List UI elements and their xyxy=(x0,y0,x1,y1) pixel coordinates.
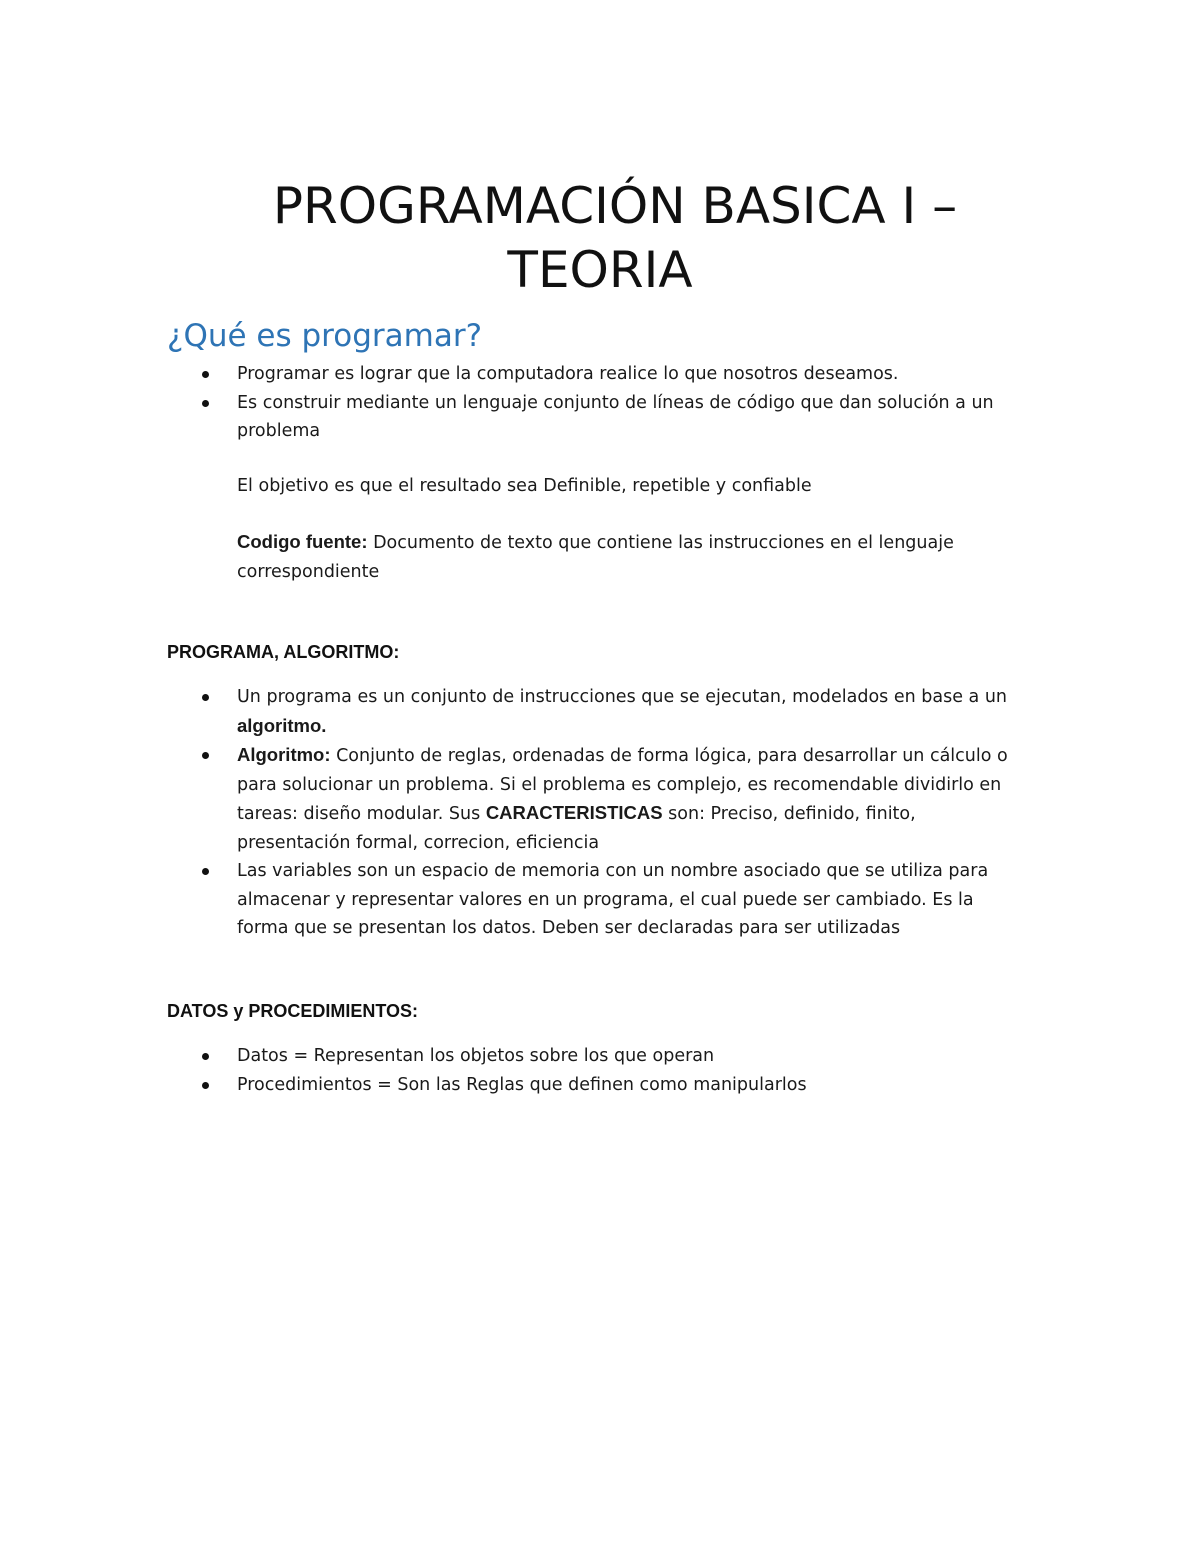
caracteristicas-term: CARACTERISTICAS xyxy=(485,802,663,823)
list-item-text: Procedimientos = Son las Reglas que definen como manipularlos xyxy=(237,1074,807,1095)
list-item-text: Datos = Representan los objetos sobre los que operan xyxy=(237,1046,715,1066)
list-item-text: Conjunto de reglas, ordenadas de forma lógica, para desarrollar un cálculo o para solucionar un problema. Si el problema es complejo, es recomendable dividirlo en tareas: diseño modular. Sus xyxy=(237,746,1008,824)
list-item xyxy=(0,389,1200,446)
list-item-text: Es construir mediante un lenguaje conjunto de líneas de código que dan solución a un problema xyxy=(237,392,994,441)
list-item xyxy=(0,1042,1200,1071)
title-line-1: PROGRAMACIÓN BASICA I – xyxy=(272,176,958,235)
bullet-icon xyxy=(202,1053,209,1060)
section1-bullet-list xyxy=(0,360,1200,446)
list-item xyxy=(0,857,1200,943)
list-item xyxy=(0,741,1200,857)
list-item-text: Programar es lograr que la computadora realice lo que nosotros deseamos. xyxy=(237,364,899,384)
algoritmo-bold-term: algoritmo. xyxy=(237,714,327,736)
list-item-text: Un programa es un conjunto de instrucciones que se ejecutan, modelados en base a un xyxy=(237,687,1008,707)
section-heading-datos-procedimientos: DATOS y PROCEDIMIENTOS: xyxy=(167,1001,419,1021)
list-item-text: son: Preciso, definido, finito, presentación formal, correcion, eficiencia xyxy=(237,804,916,853)
bullet-icon xyxy=(202,371,209,378)
source-code-paragraph xyxy=(237,528,1037,586)
section-heading-programa-algoritmo: PROGRAMA, ALGORITMO: xyxy=(167,642,400,662)
list-item xyxy=(0,683,1200,741)
list-item xyxy=(0,360,1200,389)
bullet-icon xyxy=(202,694,209,701)
source-code-term: Codigo fuente: xyxy=(237,531,368,552)
objective-paragraph: El objetivo es que el resultado sea Definible, repetible y confiable xyxy=(237,476,812,496)
section-heading-que-es-programar: ¿Qué es programar? xyxy=(167,318,483,354)
title-line-2: TEORIA xyxy=(507,240,693,299)
bullet-icon xyxy=(202,752,209,759)
bullet-icon xyxy=(202,400,209,407)
bullet-icon xyxy=(202,868,209,875)
document-title xyxy=(0,174,1200,302)
list-item xyxy=(0,1071,1200,1100)
source-code-definition: Documento de texto que contiene las instrucciones en el lenguaje correspondiente xyxy=(237,533,954,582)
section3-bullet-list xyxy=(0,1042,1200,1099)
algoritmo-definition-term: Algoritmo: xyxy=(237,744,331,765)
list-item-text: Las variables son un espacio de memoria con un nombre asociado que se utiliza para almacenar y representar valores en un programa, el cual puede ser cambiado. Es la forma que se presentan los datos. Deben ser declaradas para ser utilizadas xyxy=(237,861,989,938)
section2-bullet-list xyxy=(0,683,1200,943)
bullet-icon xyxy=(202,1082,209,1089)
